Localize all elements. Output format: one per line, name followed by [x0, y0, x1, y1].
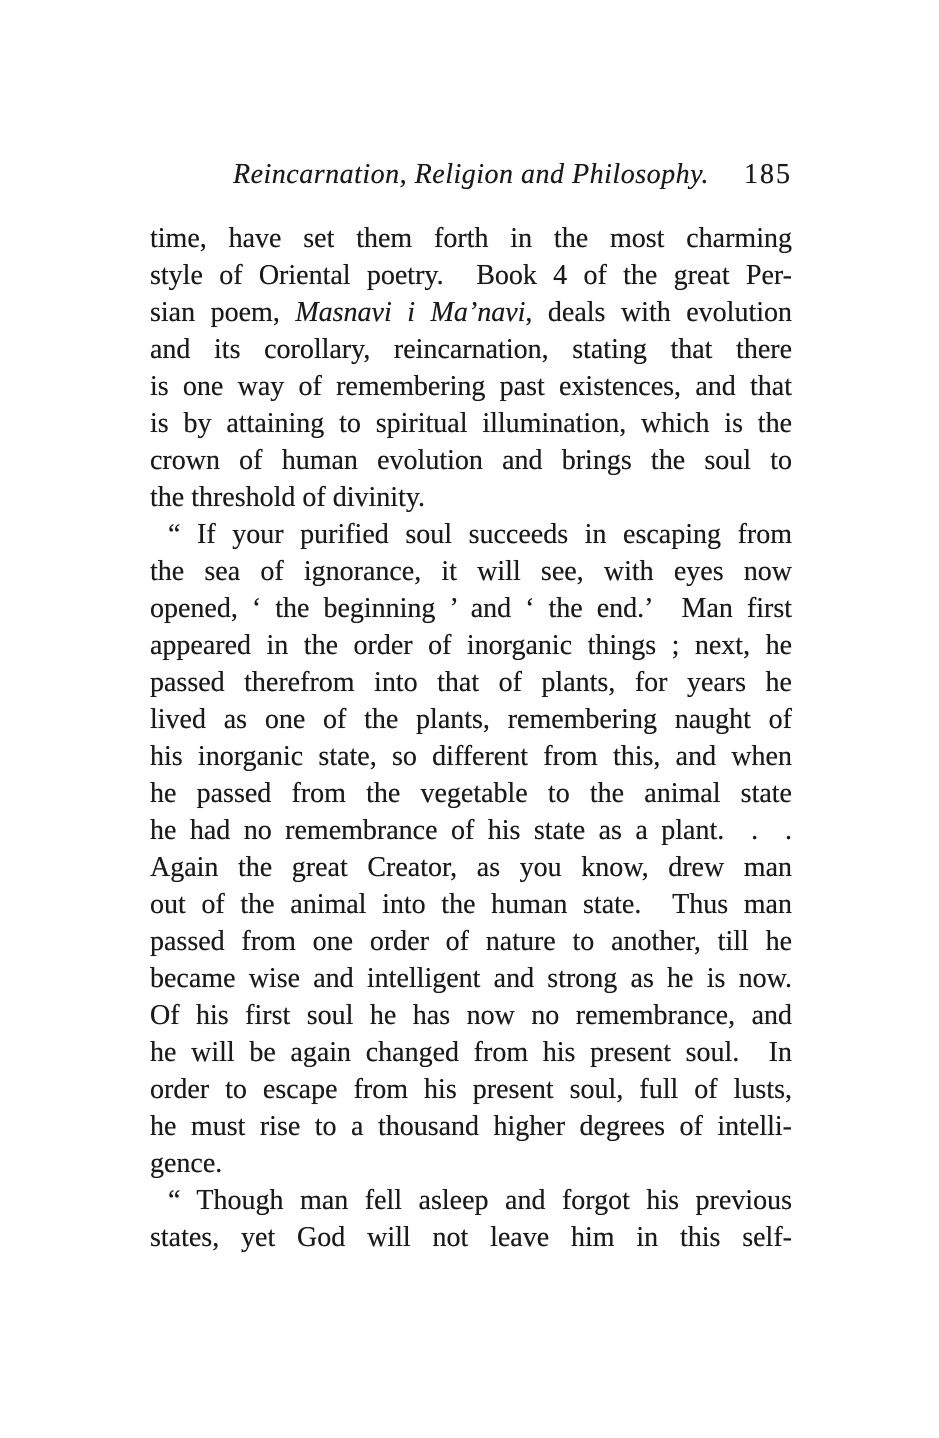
body-text	[150, 220, 792, 1256]
text-line: appeared in the order of inorganic things ; next, he	[150, 630, 792, 661]
text-line: opened, ‘ the beginning ’ and ‘ the end.’ Man first	[150, 593, 792, 624]
text-line: lived as one of the plants, remembering naught of	[150, 704, 792, 735]
text-line: he must rise to a thousand higher degrees of intelli-	[150, 1111, 792, 1142]
text-line: passed from one order of nature to another, till he	[150, 926, 792, 957]
text-line: became wise and intelligent and strong as he is now.	[150, 963, 792, 994]
text-line: and its corollary, reincarnation, stating that there	[150, 334, 792, 365]
text-line: time, have set them forth in the most charming	[150, 223, 792, 254]
text-segment: sian poem,	[150, 297, 296, 328]
text-line: Again the great Creator, as you know, drew man	[150, 852, 792, 883]
text-line: he had no remembrance of his state as a plant. . .	[150, 815, 792, 846]
text-line	[150, 294, 792, 331]
running-head	[150, 156, 792, 196]
text-line: crown of human evolution and brings the soul to	[150, 445, 792, 476]
text-line: out of the animal into the human state. Thus man	[150, 889, 792, 920]
text-line: is by attaining to spiritual illumination, which is the	[150, 408, 792, 439]
text-line: the threshold of divinity.	[150, 482, 426, 513]
text-line: states, yet God will not leave him in this self-	[150, 1222, 792, 1253]
text-segment: , deals with evolution	[525, 297, 793, 328]
text-line: Of his first soul he has now no remembrance, and	[150, 1000, 792, 1031]
running-head-title: Reincarnation, Religion and Philosophy.	[232, 159, 709, 190]
italic-text: Masnavi i Ma’navi	[295, 297, 526, 328]
page-number: 185	[744, 159, 792, 190]
text-line: style of Oriental poetry. Book 4 of the great Per-	[150, 260, 792, 291]
text-line: his inorganic state, so different from this, and when	[150, 741, 792, 772]
text-line: gence.	[150, 1148, 223, 1179]
text-line: he passed from the vegetable to the animal state	[150, 778, 792, 809]
text-line: “ Though man fell asleep and forgot his previous	[168, 1185, 792, 1216]
text-line: passed therefrom into that of plants, for years he	[150, 667, 792, 698]
text-line: he will be again changed from his present soul. In	[150, 1037, 792, 1068]
text-line: the sea of ignorance, it will see, with eyes now	[150, 556, 792, 587]
text-line: “ If your purified soul succeeds in escaping from	[168, 519, 792, 550]
text-line: is one way of remembering past existences, and that	[150, 371, 792, 402]
text-line: order to escape from his present soul, full of lusts,	[150, 1074, 792, 1105]
